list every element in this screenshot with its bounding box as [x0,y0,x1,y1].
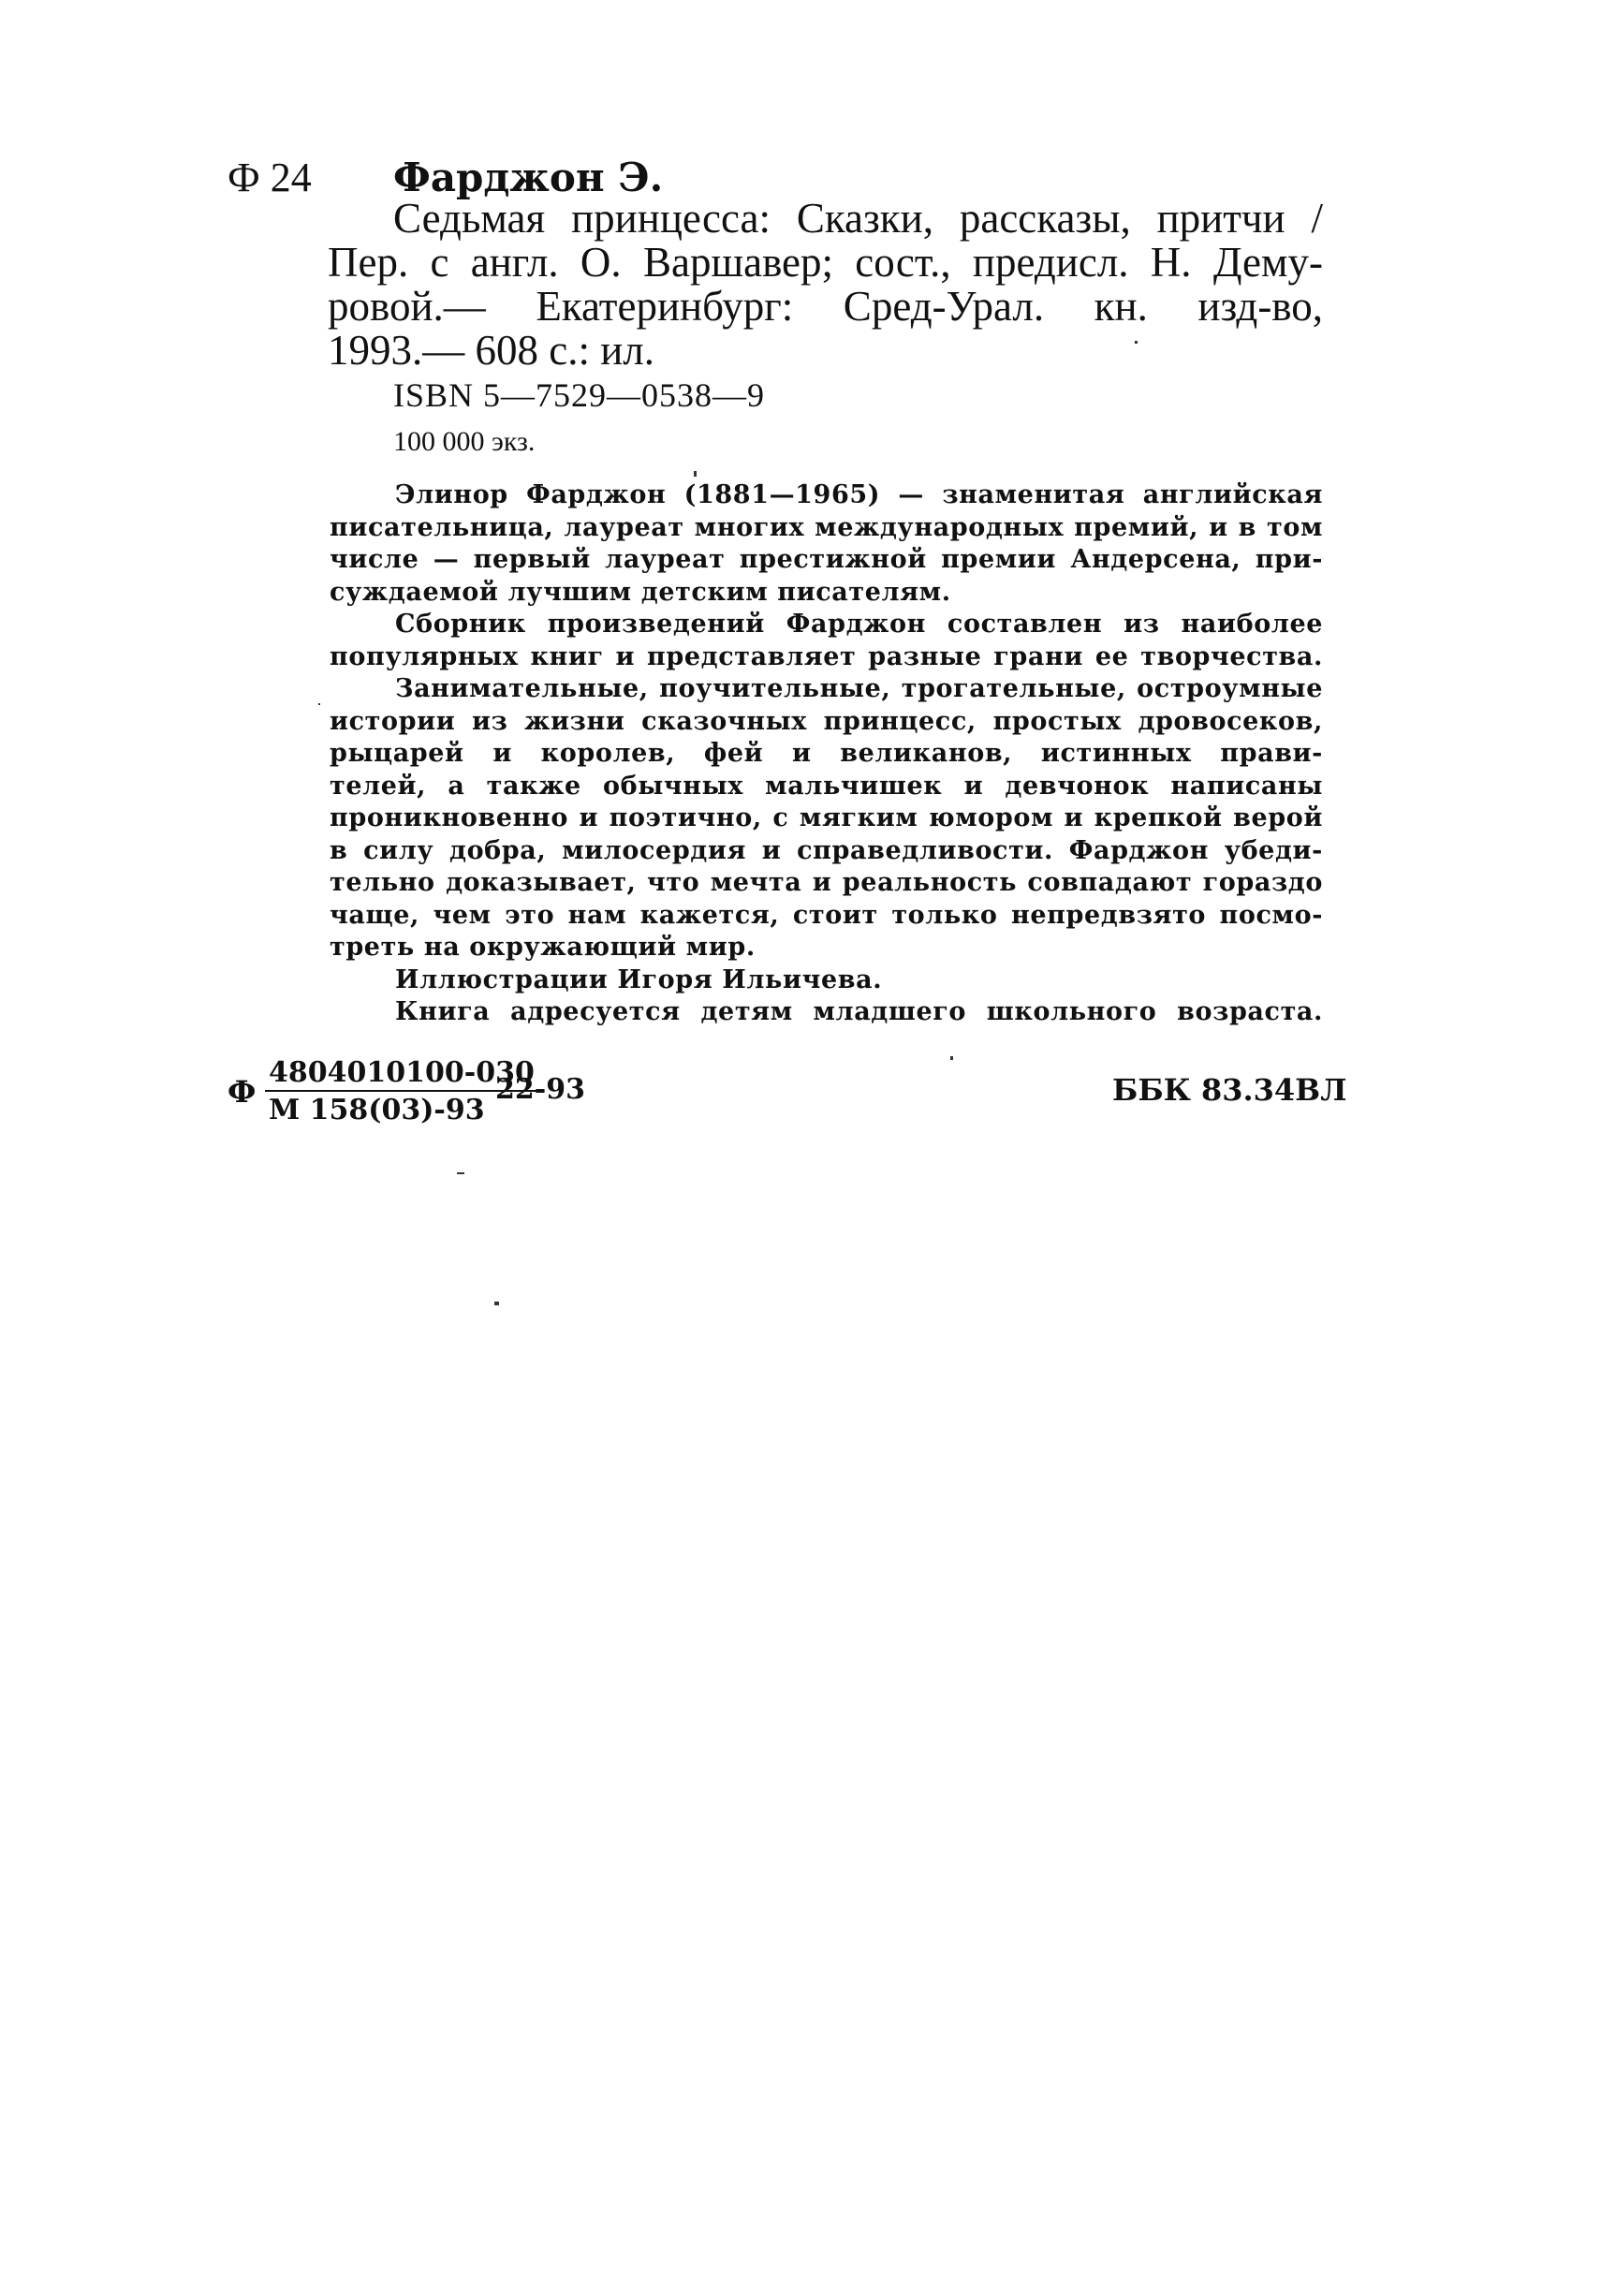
scan-speck [950,1056,953,1060]
fraction-suffix: 22-93 [495,1073,585,1106]
annotation-line: тельно доказывает, что мечта и реальность совпадают гораздо [330,868,1323,897]
bbk-code: ББК 83.34ВЛ [1112,1072,1347,1108]
scan-speck [694,471,697,477]
annotation-line: телей, а также обычных мальчишек и девчонок написаны [330,771,1323,801]
isbn: ISBN 5—7529—0538—9 [393,376,766,414]
annotation-line: Сборник произведений Фарджон составлен из наиболее [395,610,1323,639]
print-run: 100 000 экз. [393,426,536,457]
fraction-denominator: М 158(03)-93 [269,1094,485,1126]
author-name: Фарджон Э. [393,155,664,200]
title-line: Пер. с англ. О. Варшавер; сост., предисл. Н. Дему- [328,239,1323,286]
bibliographic-description [328,197,1323,373]
title-line: Седьмая принцесса: Сказки, рассказы, притчи / [393,195,1323,242]
scan-speck [457,1172,464,1174]
annotation-line: Занимательные, поучительные, трогательные, остроумные [395,674,1323,703]
annotation-line: рыцарей и королев, фей и великанов, истинных прави- [330,739,1323,768]
title-line: 1993.— 608 с.: ил. [328,327,655,374]
annotation-line: писательница, лауреат многих международных премий, и в том [330,512,1323,542]
annotation-line: в силу добра, милосердия и справедливости. Фарджон убеди- [330,835,1323,865]
annotation-line: Элинор Фарджон (1881—1965) — знаменитая английская [395,480,1323,509]
scan-speck [1135,341,1138,344]
annotation-line: Книга адресуется детям младшего школьного возраста. [395,997,1323,1026]
annotation [330,479,1323,1029]
annotation-line: популярных книг и представляет разные грани ее творчества. [330,641,1323,671]
annotation-line: истории из жизни сказочных принцесс, простых дровосеков, [330,706,1323,736]
annotation-line: суждаемой лучшим детским писателям. [330,577,951,607]
title-line: ровой.— Екатеринбург: Сред-Урал. кн. изд-во, [328,283,1323,330]
scan-speck [318,703,320,705]
annotation-line: проникновенно и поэтично, с мягким юмором и крепкой верой [330,803,1323,832]
annotation-line: Иллюстрации Игоря Ильичева. [395,964,883,994]
classification-fraction [228,1056,621,1131]
annotation-line: треть на окружающий мир. [330,933,756,962]
scan-speck [494,1302,499,1305]
index-code: Ф 24 [228,155,312,200]
annotation-line: чаще, чем это нам кажется, стоит только непредвзято посмо- [330,900,1323,930]
annotation-line: числе — первый лауреат престижной премии Андерсена, при- [330,545,1323,574]
fraction-numerator: 4804010100-030 [265,1056,540,1092]
classification-letter: Ф [228,1074,257,1110]
